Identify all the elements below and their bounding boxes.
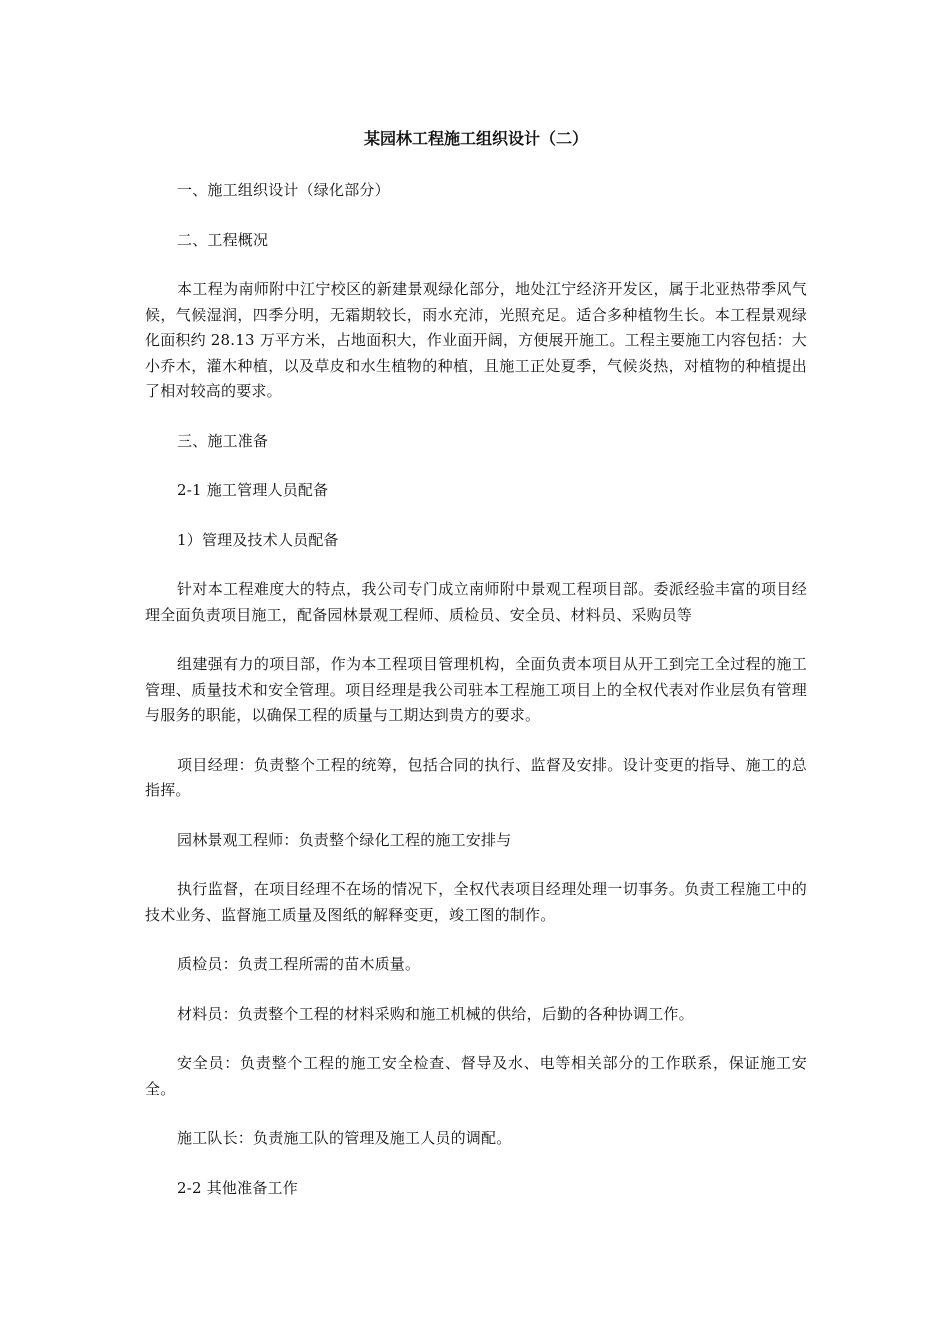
heading-construction-preparation: 三、施工准备 xyxy=(177,431,269,450)
paragraph-engineer-duties: 执行监督，在项目经理不在场的情况下，全权代表项目经理处理一切事务。负责工程施工中的技术业务、监督施工质量及图纸的解释变更，竣工图的制作。 xyxy=(145,880,807,924)
paragraph-landscape-engineer: 园林景观工程师：负责整个绿化工程的施工安排与 xyxy=(177,830,512,849)
heading-project-overview: 二、工程概况 xyxy=(177,230,269,249)
document-page xyxy=(145,128,807,1225)
heading-other-preparation: 2-2 其他准备工作 xyxy=(177,1178,298,1197)
paragraph-quality-inspector: 质检员：负责工程所需的苗木质量。 xyxy=(177,955,421,973)
heading-construction-design: 一、施工组织设计（绿化部分） xyxy=(177,181,390,199)
document-title: 某园林工程施工组织设计（二） xyxy=(363,129,588,148)
heading-staffing: 2-1 施工管理人员配备 xyxy=(177,481,329,499)
heading-management-staff: 1）管理及技术人员配备 xyxy=(177,530,339,549)
paragraph-project-overview: 本工程为南师附中江宁校区的新建景观绿化部分，地处江宁经济开发区，属于北亚热带季风气候，气候湿润，四季分明，无霜期较长，雨水充沛，光照充足。适合多种植物生长。本工程景观绿化面积约 28.13 万平方米，占地面积大，作业面开阔，方便展开施工。工程主要施工内容包括：大小乔木，灌木种植，以及草皮和水生植物的种植，且施工正处夏季，气候炎热，对植物的种植提出了相对较高的要求。 xyxy=(145,280,807,400)
paragraph-management-body: 组建强有力的项目部，作为本工程项目管理机构，全面负责本项目从开工到完工全过程的施工管理、质量技术和安全管理。项目经理是我公司驻本工程施工项目上的全权代表对作业层负有管理与服务的职能，以确保工程的质量与工期达到贵方的要求。 xyxy=(145,655,807,724)
paragraph-team-leader: 施工队长：负责施工队的管理及施工人员的调配。 xyxy=(177,1129,512,1147)
paragraph-safety-officer: 安全员：负责整个工程的施工安全检查、督导及水、电等相关部分的工作联系，保证施工安全。 xyxy=(145,1054,807,1098)
paragraph-project-manager: 项目经理：负责整个工程的统筹，包括合同的执行、监督及安排。设计变更的指导、施工的总指挥。 xyxy=(145,755,807,799)
paragraph-project-department: 针对本工程难度大的特点，我公司专门成立南师附中景观工程项目部。委派经验丰富的项目经理全面负责项目施工，配备园林景观工程师、质检员、安全员、材料员、采购员等 xyxy=(145,580,807,624)
paragraph-materials-officer: 材料员：负责整个工程的材料采购和施工机械的供给，后勤的各种协调工作。 xyxy=(177,1004,694,1023)
